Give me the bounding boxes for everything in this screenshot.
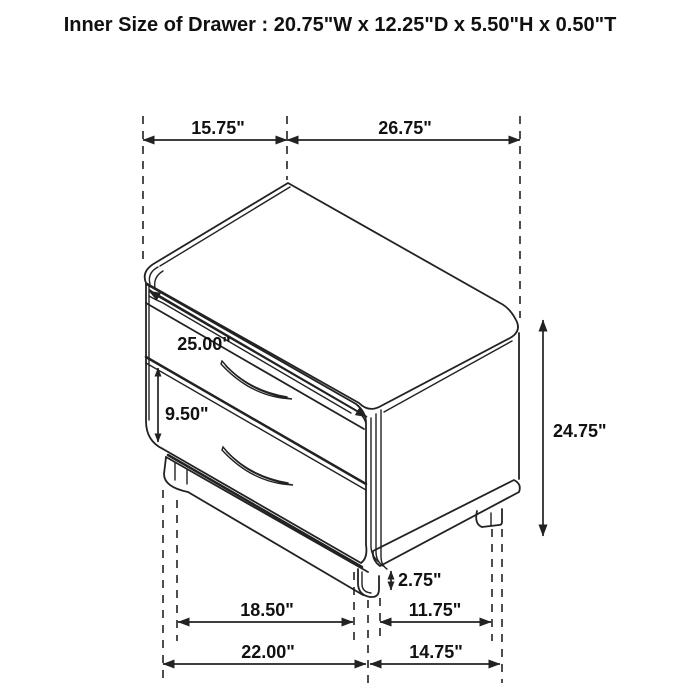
dim-label-base-height: 2.75" (398, 570, 442, 590)
dim-base-side-depth (380, 600, 491, 622)
dim-label-overall-height: 24.75" (553, 421, 607, 441)
dim-label-lower-drawer-height: 9.50" (165, 404, 209, 424)
dim-label-top-width: 26.75" (378, 118, 432, 138)
dim-base-height (391, 570, 442, 590)
corner-band-v1 (371, 418, 379, 562)
dim-top-width (287, 118, 520, 140)
diagram-title: Inner Size of Drawer : 20.75"W x 12.25"D x 5.50"H x 0.50"T (63, 14, 617, 36)
right-leg (476, 509, 502, 527)
dim-label-front-width: 25.00" (177, 334, 231, 354)
dim-label-floor-side-depth: 14.75" (409, 642, 463, 662)
dim-label-top-depth: 15.75" (191, 118, 245, 138)
dim-floor-side-depth (370, 642, 500, 664)
dim-overall-height (543, 320, 607, 536)
corner-band-v2 (376, 414, 383, 566)
side-bottom-rail (373, 480, 520, 566)
dim-top-depth (143, 118, 287, 140)
nightstand-drawing (145, 183, 520, 597)
front-foot-inner (362, 572, 371, 593)
dim-label-floor-front-width: 22.00" (241, 642, 295, 662)
dim-base-front-width (178, 600, 353, 622)
dim-label-base-side-depth: 11.75" (408, 600, 462, 620)
dim-floor-front-width (163, 642, 366, 664)
dim-label-base-front-width: 18.50" (240, 600, 294, 620)
